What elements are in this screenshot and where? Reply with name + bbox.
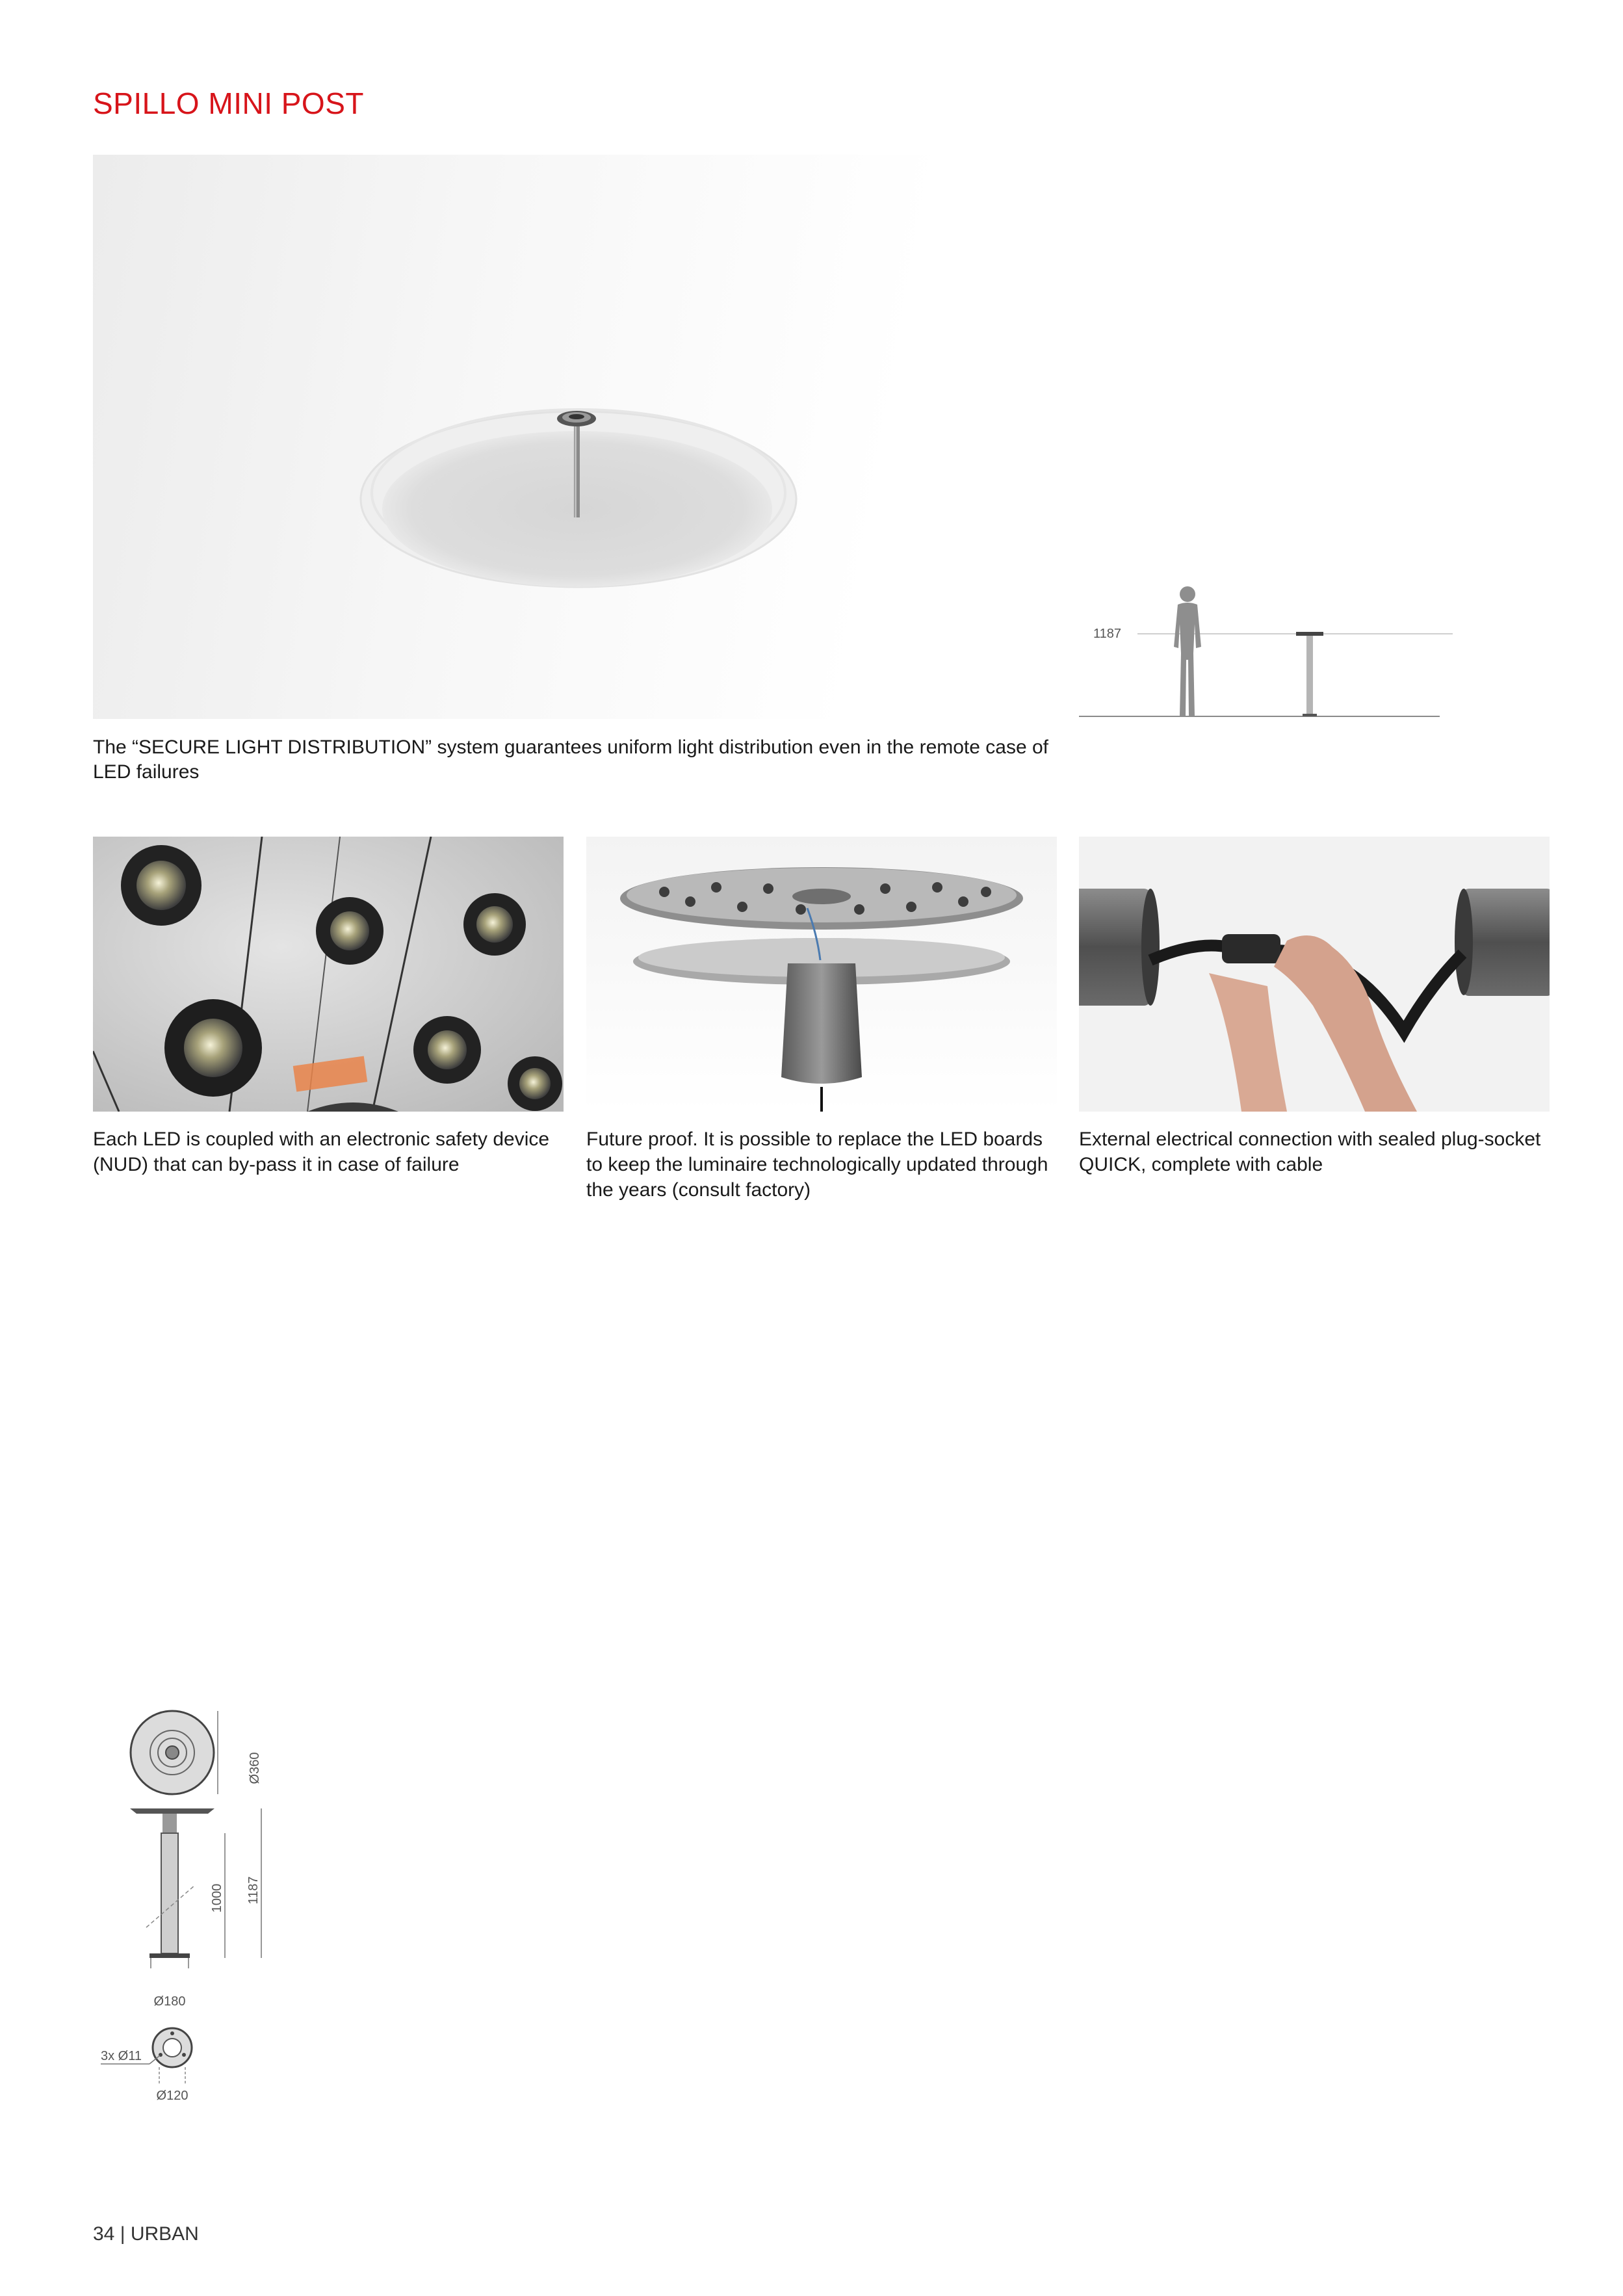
feature-caption: Future proof. It is possible to replace the LED boards to keep the luminaire technologically updated through the years (consult factory)	[586, 1128, 1048, 1201]
page-footer: 34 | URBAN	[93, 2223, 199, 2245]
led-board-replacement-photo	[586, 837, 1057, 1112]
holes-label: 3x Ø11	[101, 2049, 142, 2063]
hero-caption: The “SECURE LIGHT DISTRIBUTION” system guarantees uniform light distribution even in the remote case of LED failures	[93, 737, 1048, 783]
feature-caption: Each LED is coupled with an electronic safety device (NUD) that can by-pass it in case of failure	[93, 1128, 550, 1175]
quick-plug-socket-photo	[1079, 837, 1550, 1112]
base-plate-view	[101, 2028, 192, 2103]
bolt-circle-label: Ø120	[156, 2089, 188, 2103]
head-diameter-label: Ø360	[248, 1752, 262, 1784]
top-view	[131, 1711, 262, 1794]
pole-height-label: 1000	[210, 1883, 224, 1913]
base-diameter-label: Ø180	[153, 1994, 186, 2009]
page-title: SPILLO MINI POST	[93, 86, 364, 120]
total-height-label: 1187	[246, 1876, 261, 1905]
led-closeup-photo	[93, 837, 564, 1112]
person-silhouette-icon	[1174, 586, 1201, 716]
technical-drawing	[91, 1703, 305, 2119]
feature-caption: External electrical connection with sealed plug-socket QUICK, complete with cable	[1079, 1128, 1541, 1175]
hero-render-image	[93, 155, 1057, 719]
side-view	[130, 1808, 261, 2009]
scale-height-label: 1187	[1093, 627, 1122, 641]
post-silhouette-icon	[1296, 632, 1323, 716]
scale-figure	[1079, 572, 1456, 735]
